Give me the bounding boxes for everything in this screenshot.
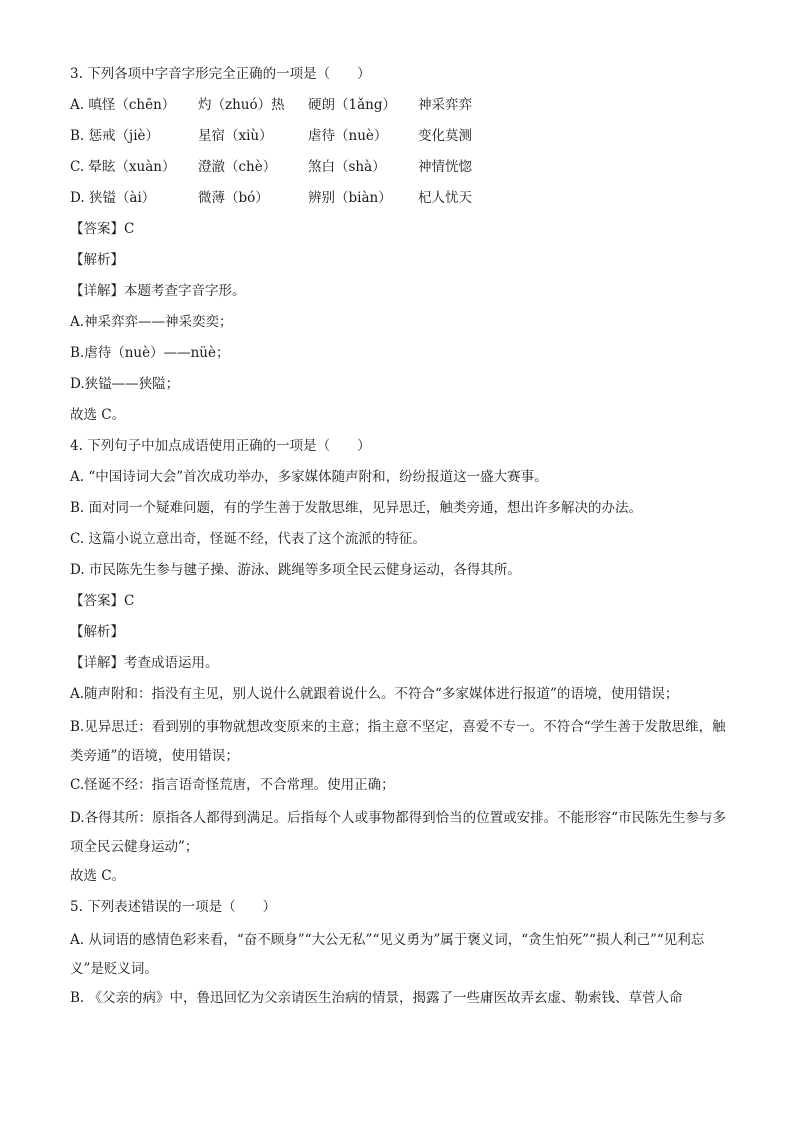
question-4-option-a: A. “中国诗词大会”首次成功举办，多家媒体随声附和，纷纷报道这一盛大赛事。: [70, 469, 548, 485]
option-item: 硬朗（1ǎng）: [308, 97, 396, 113]
question-4-analysis-label: 【解析】: [70, 624, 124, 640]
question-4-title: 4. 下列句子中加点成语使用正确的一项是（ ）: [70, 438, 371, 454]
option-item: B. 惩戒（jiè）: [70, 128, 159, 144]
question-5-option-b: B. 《父亲的病》中，鲁迅回忆为父亲请医生治病的情景，揭露了一些庸医故弄玄虚、勒索钱、草菅人命: [70, 990, 683, 1006]
question-3-option-d: [70, 186, 730, 217]
option-item: 煞白（shà）: [308, 159, 386, 175]
option-item: 辨别（biàn）: [308, 190, 392, 206]
question-4-analysis-line: C.怪诞不经：指言语奇怪荒唐，不合常理。使用正确；: [70, 777, 395, 793]
question-4-conclusion: 故选 C。: [70, 868, 126, 884]
question-3-analysis-line: A.神采弈弈——神采奕奕；: [70, 314, 233, 330]
question-3-conclusion: 故选 C。: [70, 407, 126, 423]
option-item: 神采弈弈: [418, 97, 472, 113]
question-3-title: 3. 下列各项中字音字形完全正确的一项是（ ）: [70, 66, 371, 82]
question-3-analysis-line: D.狭镒——狭隘；: [70, 376, 180, 392]
option-item: C. 晕眩（xuàn）: [70, 159, 176, 175]
option-item: D. 狭镒（ài）: [70, 190, 156, 206]
question-4-option-b: B. 面对同一个疑难问题，有的学生善于发散思维，见异思迁，触类旁通，想出许多解决的办法。: [70, 500, 643, 516]
question-3-option-a: [70, 93, 730, 124]
question-5-title: 5. 下列表述错误的一项是（ ）: [70, 899, 277, 915]
option-item: 星宿（xiù）: [198, 128, 273, 144]
question-4-analysis-line: D.各得其所：原指各人都得到满足。后指每个人或事物都得到恰当的位置或安排。不能形容“市民陈先生参与多项全民云健身运动”；: [70, 810, 727, 855]
option-item: 变化莫测: [418, 128, 472, 144]
option-item: 虐待（nuè）: [308, 128, 388, 144]
option-item: 杞人忧天: [418, 190, 472, 206]
question-3-option-c: [70, 155, 730, 186]
question-3-analysis-line: B.虐待（nuè）——nüè；: [70, 345, 230, 361]
question-3-option-b: [70, 124, 730, 155]
question-4-analysis-line: B.见异思迁：看到别的事物就想改变原来的主意；指主意不坚定，喜爱不专一。不符合“学生善于发散思维，触类旁通”的语境，使用错误；: [70, 719, 726, 764]
option-item: 灼（zhuó）热: [198, 97, 285, 113]
question-4-option-d: D. 市民陈先生参与毽子操、游泳、跳绳等多项全民云健身运动，各得其所。: [70, 562, 521, 578]
question-3-analysis-label: 【解析】: [70, 252, 124, 268]
question-4-option-c: C. 这篇小说立意出奇，怪诞不经，代表了这个流派的特征。: [70, 531, 426, 547]
question-4-detail: 【详解】考查成语运用。: [70, 655, 219, 671]
option-item: 神情恍惚: [418, 159, 472, 175]
question-3-detail: 【详解】本题考查字音字形。: [70, 283, 246, 299]
question-3-answer: 【答案】C: [70, 221, 135, 237]
question-4-analysis-line: A.随声附和：指没有主见，别人说什么就跟着说什么。不符合“多家媒体进行报道”的语境，使用错误；: [70, 686, 679, 702]
question-4-answer: 【答案】C: [70, 593, 135, 609]
option-item: A. 嗔怪（chēn）: [70, 97, 176, 113]
option-item: 微薄（bó）: [198, 190, 269, 206]
question-5-option-a: A. 从词语的感情色彩来看，“奋不顾身”“大公无私”“见义勇为”属于褒义词，“贪生怕死”“损人利己”“见利忘义”是贬义词。: [70, 932, 705, 977]
option-item: 澄澈（chè）: [198, 159, 277, 175]
document-content: [70, 62, 730, 1017]
